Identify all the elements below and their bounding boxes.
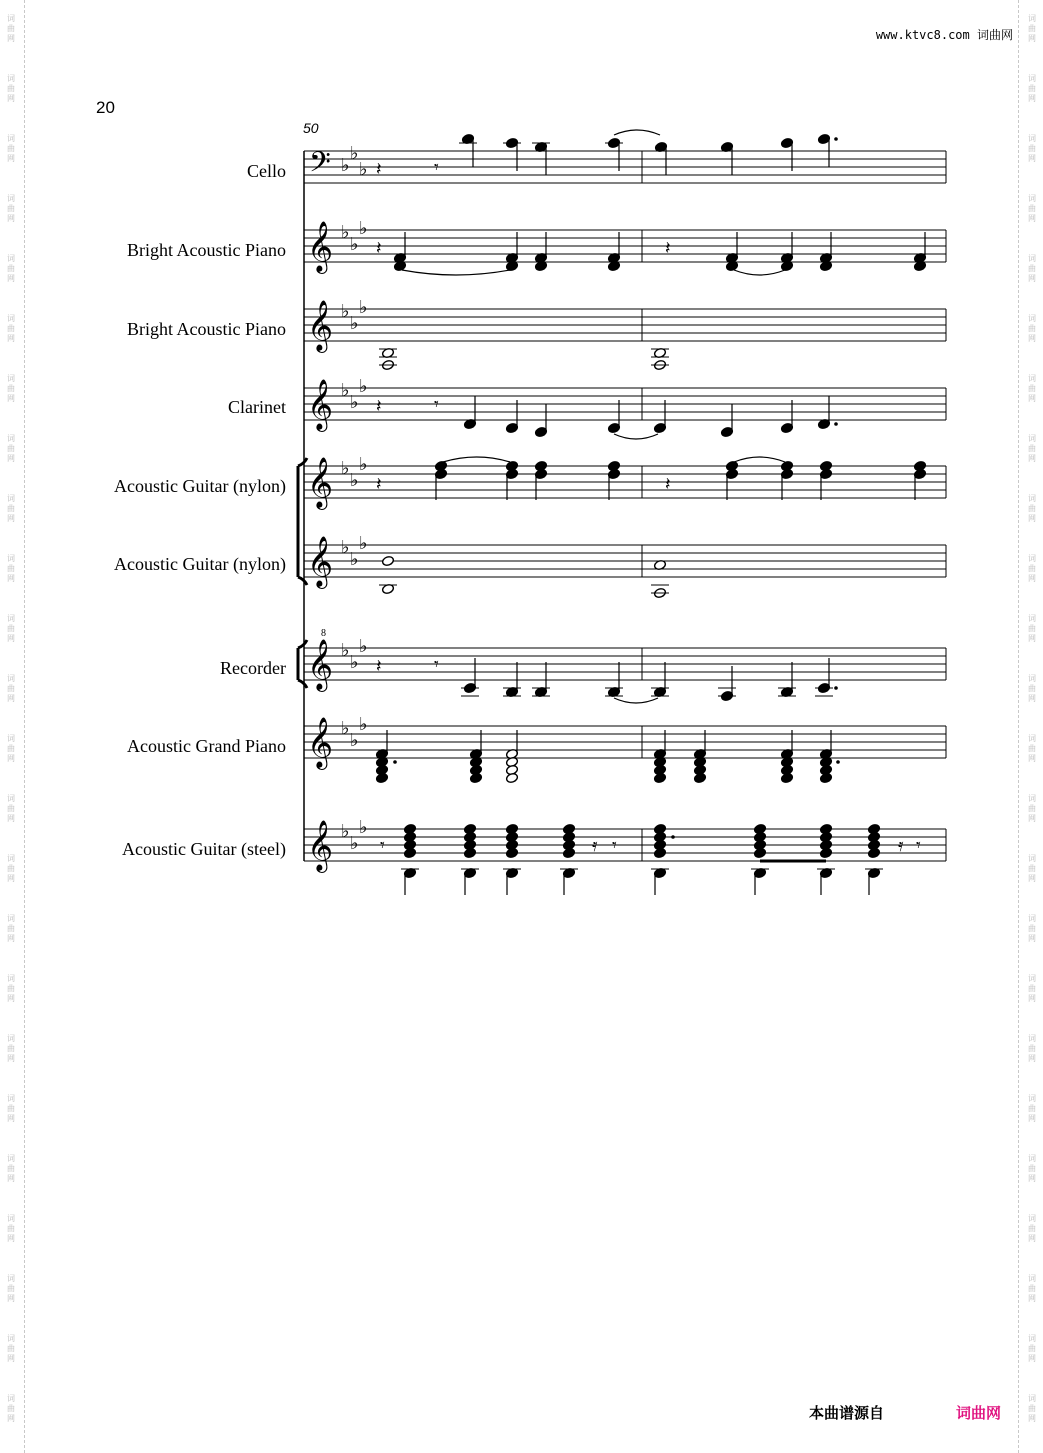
- margin-watermark-glyphs: 词 曲 网: [7, 494, 15, 523]
- treble-clef-icon: 𝄞: [307, 536, 334, 587]
- dot: [834, 422, 838, 426]
- margin-watermark-glyphs: 词 曲 网: [7, 914, 15, 943]
- bracket-guitar-group: [298, 458, 307, 585]
- margin-watermark-glyphs: 词 曲 网: [1028, 74, 1036, 103]
- margin-watermark-glyphs: 词 曲 网: [1028, 1094, 1036, 1123]
- treble-clef-icon: 𝄞: [307, 300, 334, 351]
- flat-icon: ♭: [341, 222, 350, 243]
- staff-1: [304, 143, 946, 186]
- rest-icon: 𝄿: [898, 835, 904, 856]
- flat-icon: ♭: [350, 833, 359, 854]
- margin-watermark-glyphs: 词 曲 网: [7, 1154, 15, 1183]
- rest-icon: 𝄽: [376, 238, 382, 259]
- notehead: [463, 847, 476, 858]
- margin-watermark-glyphs: 词 曲 网: [7, 854, 15, 883]
- dot: [671, 835, 675, 839]
- flat-icon: ♭: [350, 313, 359, 334]
- margin-watermark-glyphs: 词 曲 网: [1028, 1274, 1036, 1303]
- staff-label-nylon-guitar-2: Acoustic Guitar (nylon): [114, 554, 286, 574]
- flat-icon: ♭: [350, 549, 359, 570]
- flat-icon: ♭: [341, 458, 350, 479]
- notehead: [505, 772, 518, 783]
- flat-icon: ♭: [359, 454, 368, 475]
- octave-mark: 8: [321, 628, 326, 639]
- margin-watermark-glyphs: 词 曲 网: [1028, 614, 1036, 643]
- margin-watermark-glyphs: 词 曲 网: [1028, 1034, 1036, 1063]
- notehead: [819, 772, 832, 783]
- margin-watermark-glyphs: 词 曲 网: [7, 674, 15, 703]
- staff-label-bright-piano-1: Bright Acoustic Piano: [127, 240, 286, 260]
- dot: [834, 686, 838, 690]
- rest-icon: 𝄽: [376, 396, 382, 417]
- flat-icon: ♭: [359, 297, 368, 318]
- rest-icon: 𝄾: [434, 157, 439, 178]
- notehead: [693, 772, 706, 783]
- margin-watermark-glyphs: 词 曲 网: [1028, 254, 1036, 283]
- flat-icon: ♭: [341, 537, 350, 558]
- footer-brand: 词曲网: [956, 1404, 1002, 1422]
- flat-icon: ♭: [341, 718, 350, 739]
- margin-watermark-glyphs: 词 曲 网: [1028, 374, 1036, 403]
- staff-label-nylon-guitar-1: Acoustic Guitar (nylon): [114, 476, 286, 496]
- rest-icon: 𝄿: [592, 835, 598, 856]
- dot: [393, 760, 397, 764]
- staff-5: [304, 454, 946, 510]
- notehead: [375, 772, 388, 783]
- margin-watermark-glyphs: 词 曲 网: [1028, 494, 1036, 523]
- site-name: 词曲网: [976, 28, 1013, 42]
- footer-source-label: 本曲谱源自: [809, 1404, 885, 1422]
- rest-icon: 𝄾: [612, 835, 617, 856]
- rest-icon: 𝄽: [665, 238, 671, 259]
- flat-icon: ♭: [359, 218, 368, 239]
- measure-number: 50: [303, 120, 319, 136]
- tie: [614, 698, 658, 703]
- rest-icon: 𝄽: [376, 656, 382, 677]
- rest-icon: 𝄾: [916, 835, 921, 856]
- staff-3: [304, 297, 946, 353]
- page-number: 20: [96, 98, 115, 117]
- flat-icon: ♭: [359, 533, 368, 554]
- notehead: [753, 847, 766, 858]
- margin-watermark-glyphs: 词 曲 网: [1028, 314, 1036, 343]
- flat-icon: ♭: [359, 817, 368, 838]
- notehead: [381, 555, 394, 566]
- margin-watermark-glyphs: 词 曲 网: [1028, 674, 1036, 703]
- margin-watermark-glyphs: 词 曲 网: [1028, 1394, 1036, 1423]
- dot: [834, 137, 838, 141]
- flat-icon: ♭: [359, 376, 368, 397]
- margin-watermark-glyphs: 词 曲 网: [1028, 1214, 1036, 1243]
- staff-6: [304, 533, 946, 589]
- margin-watermark-glyphs: 词 曲 网: [7, 194, 15, 223]
- flat-icon: ♭: [350, 730, 359, 751]
- site-url: www.ktvc8.com: [875, 28, 970, 42]
- staff-4: [304, 376, 946, 432]
- staff-9: [304, 817, 946, 873]
- rest-icon: 𝄾: [380, 835, 385, 856]
- margin-watermark-glyphs: 词 曲 网: [7, 434, 15, 463]
- flat-icon: ♭: [350, 652, 359, 673]
- flat-icon: ♭: [341, 821, 350, 842]
- rest-icon: 𝄽: [665, 474, 671, 495]
- notehead: [505, 847, 518, 858]
- notehead: [780, 772, 793, 783]
- tie: [614, 130, 660, 135]
- flat-icon: ♭: [341, 301, 350, 322]
- margin-watermark-glyphs: 词 曲 网: [7, 1094, 15, 1123]
- margin-watermark-glyphs: 词 曲 网: [1028, 734, 1036, 763]
- tie: [734, 270, 785, 275]
- rest-icon: 𝄽: [376, 159, 382, 180]
- dot: [836, 760, 840, 764]
- notehead: [653, 772, 666, 783]
- staff-label-cello: Cello: [247, 161, 286, 181]
- notehead: [819, 847, 832, 858]
- margin-watermark-glyphs: 词 曲 网: [7, 1394, 15, 1423]
- flat-icon: ♭: [341, 380, 350, 401]
- margin-watermark-glyphs: 词 曲 网: [7, 974, 15, 1003]
- treble-clef-icon: 𝄞: [307, 717, 334, 768]
- staff-label-bright-piano-2: Bright Acoustic Piano: [127, 319, 286, 339]
- notehead: [469, 772, 482, 783]
- flat-icon: ♭: [350, 470, 359, 491]
- flat-icon: ♭: [350, 234, 359, 255]
- tie: [734, 457, 785, 462]
- margin-watermark-glyphs: 词 曲 网: [7, 1274, 15, 1303]
- margin-watermark-glyphs: 词 曲 网: [7, 1214, 15, 1243]
- rest-icon: 𝄽: [376, 474, 382, 495]
- staff-7: [304, 628, 946, 692]
- margin-watermark-glyphs: 词 曲 网: [7, 734, 15, 763]
- margin-watermark-glyphs: 词 曲 网: [1028, 1334, 1036, 1363]
- margin-watermark-glyphs: 词 曲 网: [7, 74, 15, 103]
- tie: [614, 434, 658, 439]
- margin-watermark-glyphs: 词 曲 网: [1028, 914, 1036, 943]
- treble-clef-icon: 𝄞: [307, 457, 334, 508]
- treble-clef-icon: 𝄞: [307, 639, 334, 690]
- margin-watermark-glyphs: 词 曲 网: [1028, 134, 1036, 163]
- margin-watermark-glyphs: 词 曲 网: [7, 1034, 15, 1063]
- margin-watermark-glyphs: 词 曲 网: [1028, 794, 1036, 823]
- flat-icon: ♭: [341, 155, 350, 176]
- margin-watermark-glyphs: 词 曲 网: [1028, 194, 1036, 223]
- flat-icon: ♭: [359, 159, 368, 180]
- margin-watermark-glyphs: 词 曲 网: [7, 614, 15, 643]
- rest-icon: 𝄾: [434, 394, 439, 415]
- notehead: [653, 847, 666, 858]
- margin-watermark-glyphs: 词 曲 网: [7, 554, 15, 583]
- staff-label-clarinet: Clarinet: [228, 397, 286, 417]
- staff-label-grand-piano: Acoustic Grand Piano: [127, 736, 286, 756]
- rest-icon: 𝄾: [434, 654, 439, 675]
- margin-watermark-glyphs: 词 曲 网: [7, 134, 15, 163]
- flat-icon: ♭: [359, 636, 368, 657]
- margin-watermark-glyphs: 词 曲 网: [1028, 974, 1036, 1003]
- staff-8: [304, 714, 946, 770]
- tie: [443, 457, 510, 462]
- staff-label-recorder: Recorder: [220, 658, 286, 678]
- notehead: [403, 847, 416, 858]
- bass-clef-icon: 𝄢: [309, 146, 331, 186]
- flat-icon: ♭: [350, 392, 359, 413]
- margin-watermark-glyphs: 词 曲 网: [1028, 14, 1036, 43]
- margin-watermark-glyphs: 词 曲 网: [7, 254, 15, 283]
- margin-watermark-glyphs: 词 曲 网: [1028, 1154, 1036, 1183]
- treble-clef-icon: 𝄞: [307, 221, 334, 272]
- flat-icon: ♭: [341, 640, 350, 661]
- flat-icon: ♭: [359, 714, 368, 735]
- tie: [402, 270, 510, 275]
- margin-watermark-glyphs: 词 曲 网: [7, 14, 15, 43]
- notehead: [562, 847, 575, 858]
- flat-icon: ♭: [350, 143, 359, 164]
- margin-watermark-glyphs: 词 曲 网: [7, 794, 15, 823]
- margin-watermark-glyphs: 词 曲 网: [7, 1334, 15, 1363]
- margin-watermark-glyphs: 词 曲 网: [1028, 434, 1036, 463]
- margin-watermark-glyphs: 词 曲 网: [1028, 554, 1036, 583]
- margin-watermark-glyphs: 词 曲 网: [7, 374, 15, 403]
- treble-clef-icon: 𝄞: [307, 820, 334, 871]
- notehead: [867, 847, 880, 858]
- treble-clef-icon: 𝄞: [307, 379, 334, 430]
- staff-label-steel-guitar: Acoustic Guitar (steel): [122, 839, 286, 859]
- margin-watermark-glyphs: 词 曲 网: [1028, 854, 1036, 883]
- margin-watermark-glyphs: 词 曲 网: [7, 314, 15, 343]
